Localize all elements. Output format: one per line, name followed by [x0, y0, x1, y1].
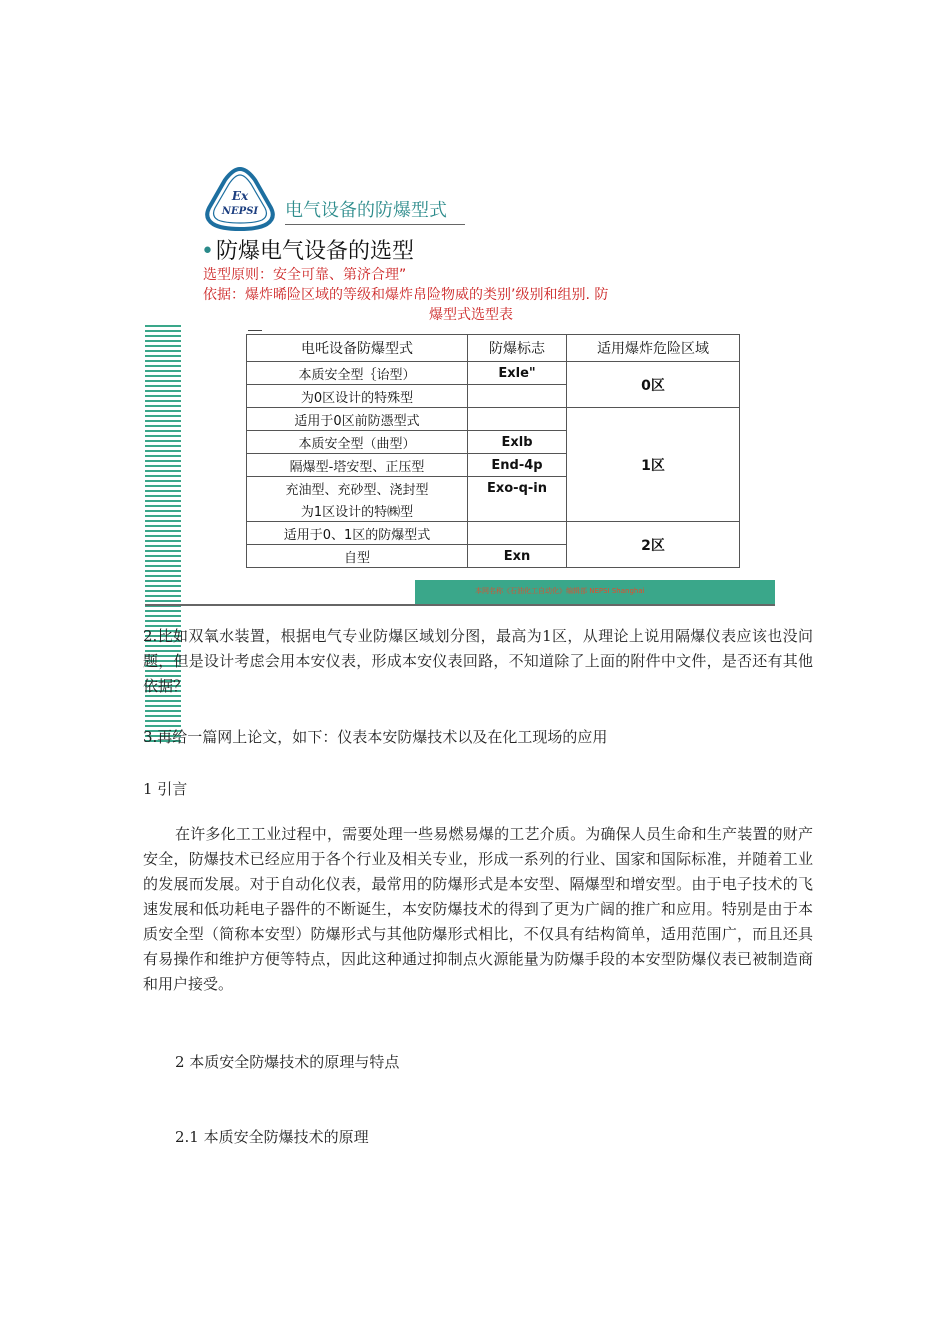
slide-heading: •防爆电气设备的选型	[201, 239, 414, 264]
section-heading-2-1: 2.1 本质安全防爆技术的原理	[175, 1128, 369, 1146]
tick-mark	[248, 330, 262, 331]
slide-image	[145, 160, 775, 608]
table-row: 适用于0、1区的防爆型式 2区	[247, 522, 740, 545]
section-heading-2: 2 本质安全防爆技术的原理与特点	[175, 1053, 400, 1071]
table-row: 隔爆型-塔安型、正压型 End-4p	[247, 454, 740, 477]
table-row: 为1区设计的特㈱型	[247, 499, 740, 522]
table-caption: 爆型式选型表	[429, 307, 513, 323]
table-row: 自型 Exn	[247, 545, 740, 568]
slide-bottom-rule	[145, 604, 775, 606]
table-row: 本质安全型｛诒型） Exle" 0区	[247, 362, 740, 385]
table-row: 为0区设计的特殊型	[247, 385, 740, 408]
paragraph-question: 2.比如双氧水装置，根据电气专业防爆区域划分图，最高为1区，从理论上说用隔爆仪表应该也没问题，但是设计考虑会用本安仪表，形成本安仪表回路，不知道除了上面的附件中文件，是否还有其他依据？	[143, 627, 813, 695]
selection-basis: 依据：爆炸晞险区域的等级和爆炸帛险物威的类别’级别和组别. 防	[203, 287, 609, 303]
explosion-proof-table	[246, 334, 740, 568]
zone-0: 0区	[567, 362, 740, 408]
paragraph-introduction: 在许多化工工业过程中，需要处理一些易燃易爆的工艺介质。为确保人员生命和生产装置的财产安全，防爆技术已经应用于各个行业及相关专业，形成一系列的行业、国家和国际标准，并随着工业的发展而发展。对于自动化仪表，最常用的防爆形式是本安型、隔爆型和增安型。由于电子技术的飞速发展和低功耗电子器件的不断诞生，本安防爆技术的得到了更为广阔的推广和应用。特别是由于本质安全型（简称本安型）防爆形式与其他防爆形式相比，不仅具有结构简单，适用范围广，而且还具有易操作和维护方便等特点，因此这种通过抑制点火源能量为防爆手段的本安型防爆仪表已被制造商和用户接受。	[143, 825, 813, 993]
header-mark: 防爆标志	[468, 335, 567, 362]
table-row: 本质安全型（曲型） Exlb	[247, 431, 740, 454]
zone-2: 2区	[567, 522, 740, 568]
slide-footer-text: 本网名称《石油化工自动化》编辑部 NEPSI Shanghai	[475, 587, 645, 595]
header-zone: 适用爆炸危险区域	[567, 335, 740, 362]
svg-text:NEPSI: NEPSI	[221, 206, 259, 217]
selection-principle: 选型原则：安全可靠、第济合理”	[203, 267, 407, 283]
table-row: 充油型、充砂型、浇封型 Exo-q-in	[247, 477, 740, 500]
svg-text:Ex: Ex	[231, 189, 249, 203]
paragraph-paper-intro: 3.再给一篇网上论文，如下：仪表本安防爆技术以及在化工现场的应用	[143, 728, 608, 746]
section-heading-1: 1 引言	[143, 780, 188, 798]
header-type: 电吒设备防爆型式	[247, 335, 468, 362]
slide-footer-bar	[415, 580, 775, 604]
nepsi-logo-icon	[203, 166, 277, 232]
zone-1: 1区	[567, 408, 740, 522]
table-header-row	[247, 335, 740, 362]
table-row: 适用于0区前防憑型式 1区	[247, 408, 740, 431]
slide-title: 电气设备的防爆型式	[285, 196, 465, 225]
